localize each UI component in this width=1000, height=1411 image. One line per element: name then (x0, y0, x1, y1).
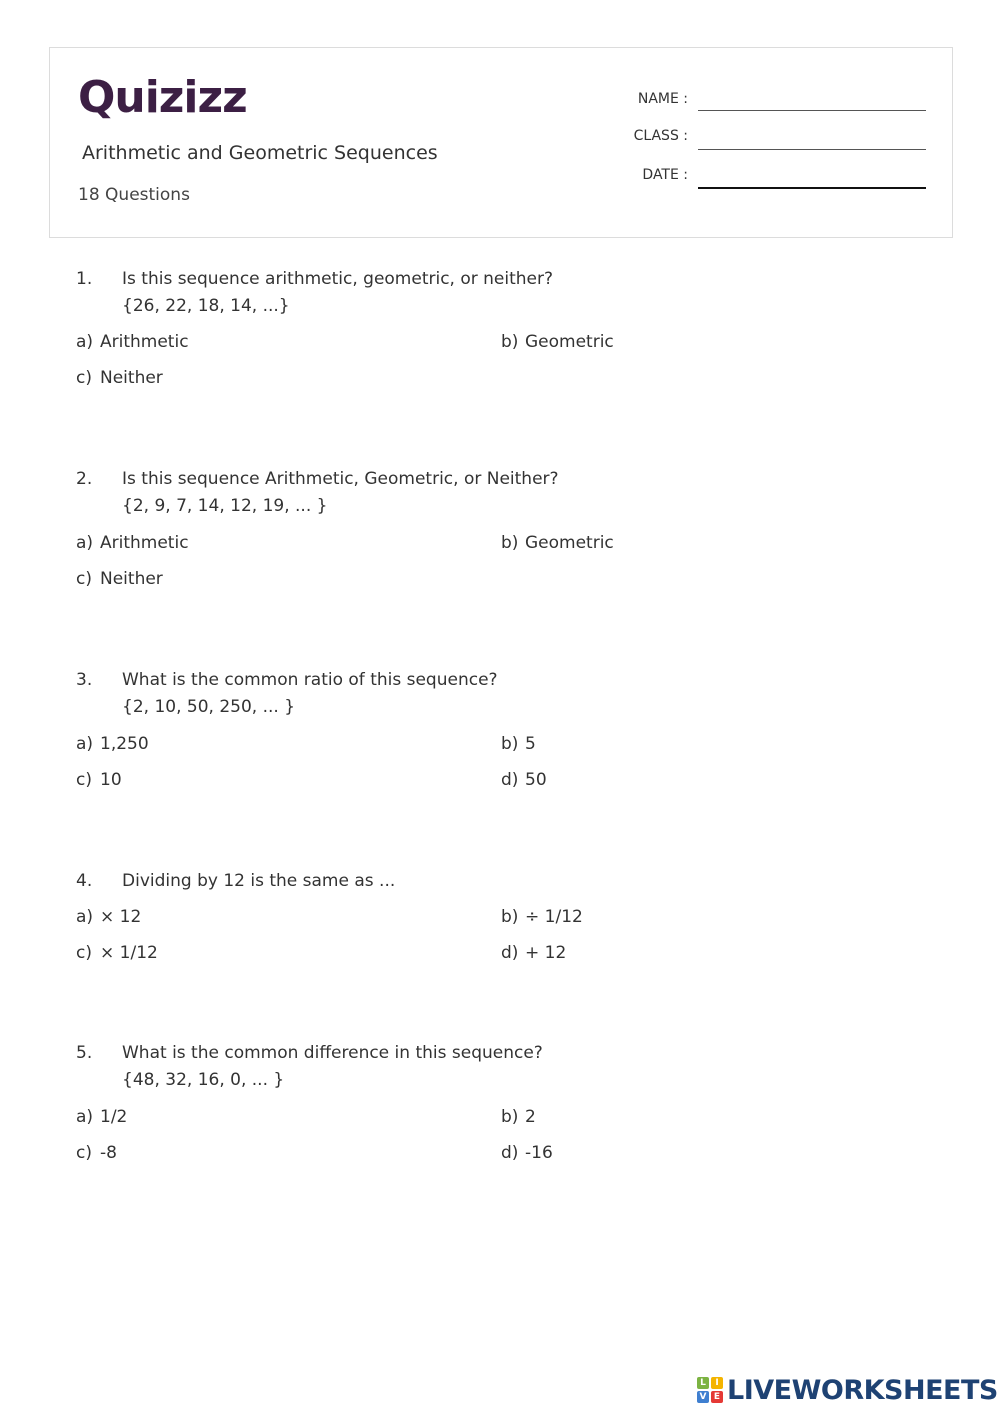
question-sequence: {48, 32, 16, 0, ... } (122, 1070, 285, 1090)
question-number: 3. (76, 670, 93, 690)
option-d[interactable]: d) 50 (501, 770, 547, 790)
question-number: 2. (76, 469, 93, 489)
question-text: What is the common ratio of this sequence? (122, 670, 498, 690)
question-number: 5. (76, 1043, 93, 1063)
option-a[interactable]: a) 1/2 (76, 1107, 128, 1127)
option-b[interactable]: b) Geometric (501, 533, 614, 553)
date-line[interactable] (698, 187, 926, 189)
question-text: Is this sequence Arithmetic, Geometric, or Neither? (122, 469, 559, 489)
option-d[interactable]: d) + 12 (501, 943, 567, 963)
worksheet-title: Arithmetic and Geometric Sequences (82, 142, 438, 164)
date-label: DATE : (642, 167, 688, 183)
option-b[interactable]: b) Geometric (501, 332, 614, 352)
option-c[interactable]: c) -8 (76, 1143, 117, 1163)
class-field[interactable] (610, 128, 930, 158)
class-label: CLASS : (633, 128, 688, 144)
question-sequence: {2, 10, 50, 250, ... } (122, 697, 296, 717)
question-number: 1. (76, 269, 93, 289)
name-label: NAME : (637, 91, 688, 107)
option-a[interactable]: a) Arithmetic (76, 533, 189, 553)
option-b[interactable]: b) ÷ 1/12 (501, 907, 583, 927)
question-sequence: {26, 22, 18, 14, ...} (122, 296, 290, 316)
question-text: Dividing by 12 is the same as ... (122, 871, 396, 891)
question-count: 18 Questions (78, 185, 190, 205)
question-text: What is the common difference in this sequence? (122, 1043, 543, 1063)
option-a[interactable]: a) × 12 (76, 907, 142, 927)
live-badge-icon: L I V E (697, 1377, 723, 1403)
option-c[interactable]: c) Neither (76, 569, 163, 589)
option-c[interactable]: c) × 1/12 (76, 943, 158, 963)
option-b[interactable]: b) 5 (501, 734, 536, 754)
question-number: 4. (76, 871, 93, 891)
name-field[interactable] (610, 91, 930, 121)
option-c[interactable]: c) Neither (76, 368, 163, 388)
quizizz-logo (78, 72, 247, 124)
liveworksheets-logo[interactable] (697, 1373, 998, 1407)
option-c[interactable]: c) 10 (76, 770, 122, 790)
option-a[interactable]: a) Arithmetic (76, 332, 189, 352)
question-sequence: {2, 9, 7, 14, 12, 19, ... } (122, 496, 328, 516)
brand-text: LIVEWORKSHEETS (727, 1374, 998, 1406)
name-line[interactable] (698, 110, 926, 111)
logo-text: Quizizz (78, 72, 247, 123)
option-a[interactable]: a) 1,250 (76, 734, 149, 754)
date-field[interactable] (610, 167, 930, 197)
question-text: Is this sequence arithmetic, geometric, or neither? (122, 269, 554, 289)
option-b[interactable]: b) 2 (501, 1107, 536, 1127)
option-d[interactable]: d) -16 (501, 1143, 553, 1163)
class-line[interactable] (698, 149, 926, 150)
worksheet-header (49, 47, 953, 238)
